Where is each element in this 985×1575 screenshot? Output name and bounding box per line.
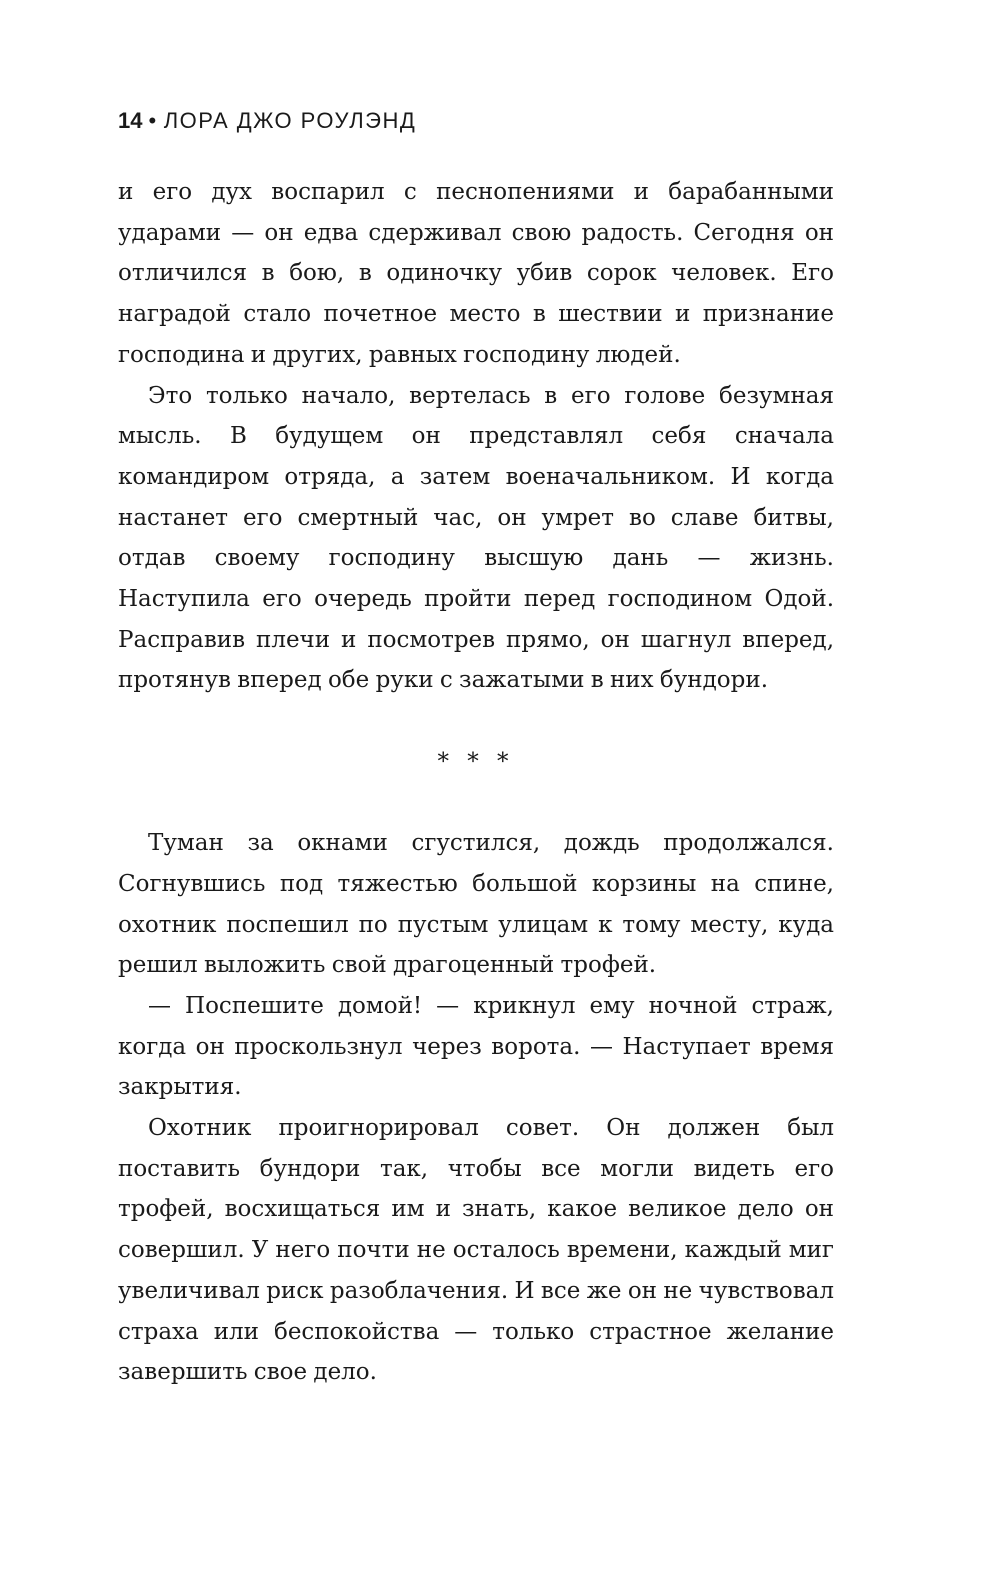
author-name: ЛОРА ДЖО РОУЛЭНД [163, 108, 417, 133]
body-text [118, 172, 834, 1393]
paragraph-2: Это только начало, вертелась в его голове безумная мысль. В будущем он представлял себя сначала командиром отряда, а затем военачальником. И когда настанет его смертный час, он умрет во славе битвы, отдав своему господину высшую дань — жизнь. Наступила его очередь пройти перед господином Одой. Расправив плечи и посмотрев прямо, он шагнул вперед, протянув вперед обе руки с зажатыми в них бундори. [118, 382, 834, 694]
header-separator: • [148, 108, 158, 133]
paragraph-4: — Поспешите домой! — крикнул ему ночной страж, когда он проскользнул через ворота. — Наступает время закрытия. [118, 992, 834, 1101]
paragraph-5: Охотник проигнорировал совет. Он должен был поставить бундори так, чтобы все могли видеть его трофей, восхищаться им и знать, какое великое дело он совершил. У него почти не осталось времени, каждый миг увеличивал риск разоблачения. И все же он не чувствовал страха или беспокойства — только страстное желание завершить свое дело. [118, 1115, 834, 1386]
paragraph-1: и его дух воспарил с песнопениями и барабанными ударами — он едва сдерживал свою радость. Сегодня он отличился в бою, в одиночку убив сорок человек. Его наградой стало почетное место в шествии и признание господина и других, равных господину людей. [118, 179, 834, 368]
book-page [118, 0, 834, 1575]
running-head [118, 108, 416, 134]
paragraph-3: Туман за окнами сгустился, дождь продолжался. Согнувшись под тяжестью большой корзины на спине, охотник поспешил по пустым улицам к тому месту, куда решил выложить свой драгоценный трофей. [118, 830, 834, 979]
page-number: 14 [118, 108, 143, 133]
scene-break: * * * [437, 749, 515, 776]
